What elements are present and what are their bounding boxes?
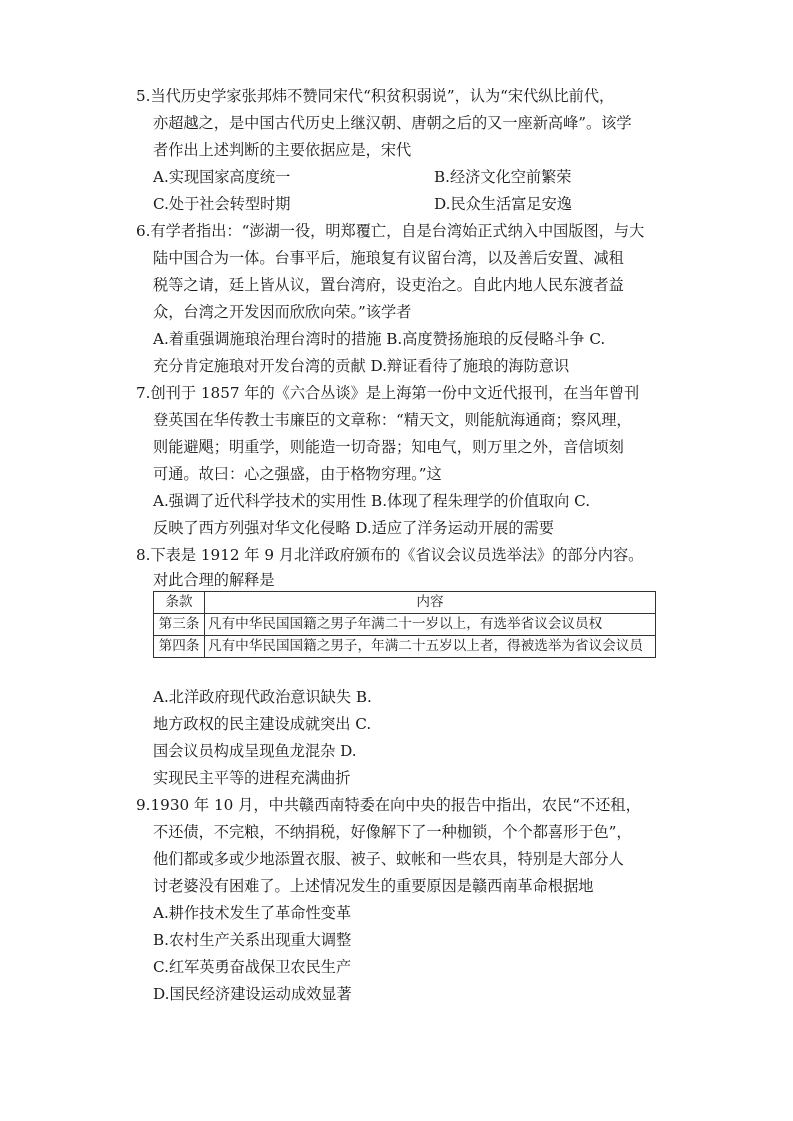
table-cell-clause: 第三条 (154, 614, 205, 636)
q9-option-d: D.国民经济建设运动成效显著 (153, 985, 352, 1003)
q8-option-line-4: 实现民主平等的进程充满曲折 (153, 769, 351, 787)
q7-stem-line-3: 则能避飓；明重学，则能造一切奇器；知电气，则万里之外，音信顷刻 (153, 438, 624, 456)
q9-option-b: B.农村生产关系出现重大调整 (153, 931, 352, 949)
election-law-table (153, 591, 656, 658)
q9-option-a: A.耕作技术发生了革命性变革 (153, 904, 352, 922)
table-cell-clause: 第四条 (154, 636, 205, 658)
table-header-content: 内容 (205, 592, 656, 614)
q9-stem-line-1: 9.1930 年 10 月，中共赣西南特委在向中央的报告中指出，农民“不还租， (136, 796, 641, 814)
table-header-row (154, 592, 656, 614)
q7-options-line-2: 反映了西方列强对华文化侵略 D.适应了洋务运动开展的需要 (153, 519, 554, 537)
q8-option-line-1: A.北洋政府现代政治意识缺失 B. (153, 688, 372, 706)
q8-option-line-2: 地方政权的民主建设成就突出 C. (153, 715, 372, 733)
q5-option-a: A.实现国家高度统一 (153, 168, 291, 186)
table-cell-content: 凡有中华民国国籍之男子，年满二十五岁以上者，得被选举为省议会议员 (205, 636, 656, 658)
table-header-clause: 条款 (154, 592, 205, 614)
q6-stem-line-2: 陆中国合为一体。台事平后，施琅复有议留台湾，以及善后安置、减租 (153, 249, 624, 267)
q6-stem-line-4: 众，台湾之开发因而欣欣向荣。”该学者 (153, 303, 412, 321)
q6-stem-line-1: 6.有学者指出：“澎湖一役，明郑覆亡，自是台湾始正式纳入中国版图，与大 (136, 222, 645, 240)
q8-stem-line-2: 对此合理的解释是 (153, 571, 275, 589)
q5-stem-line-3: 者作出上述判断的主要依据应是，宋代 (153, 141, 412, 159)
q7-stem-line-4: 可通。故曰：心之强盛，由于格物穷理。”这 (153, 465, 442, 483)
q8-option-line-3: 国会议员构成呈现鱼龙混杂 D. (153, 742, 357, 760)
q6-stem-line-3: 税等之请，廷上皆从议，置台湾府，设吏治之。自此内地人民东渡者益 (153, 276, 624, 294)
q5-option-b: B.经济文化空前繁荣 (434, 168, 572, 186)
q5-option-c: C.处于社会转型时期 (153, 195, 291, 213)
q7-options-line-1: A.强调了近代科学技术的实用性 B.体现了程朱理学的价值取向 C. (153, 492, 591, 510)
q8-stem-line-1: 8.下表是 1912 年 9 月北洋政府颁布的《省议会议员选举法》的部分内容。 (136, 546, 644, 564)
q7-stem-line-2: 登英国在华传教士韦廉臣的文章称：“精天文，则能航海通商；察风理， (153, 411, 632, 429)
q5-stem-line-2: 亦超越之，是中国古代历史上继汉朝、唐朝之后的又一座新高峰”。该学 (153, 114, 632, 132)
q9-stem-line-2: 不还债，不完粮，不纳捐税，好像解下了一种枷锁，个个都喜形于色”， (153, 823, 632, 841)
q7-stem-line-1: 7.创刊于 1857 年的《六合丛谈》是上海第一份中文近代报刊，在当年曾刊 (136, 384, 640, 402)
q6-options-line-2: 充分肯定施琅对开发台湾的贡献 D.辩证看待了施琅的海防意识 (153, 357, 570, 375)
q5-option-d: D.民众生活富足安逸 (434, 195, 572, 213)
q5-stem-line-1: 5.当代历史学家张邦炜不赞同宋代“积贫积弱说”，认为“宋代纵比前代， (136, 87, 615, 105)
table-row (154, 614, 656, 636)
table-cell-content: 凡有中华民国国籍之男子年满二十一岁以上，有选举省议会议员权 (205, 614, 656, 636)
table-row (154, 636, 656, 658)
q9-stem-line-4: 讨老婆没有困难了。上述情况发生的重要原因是赣西南革命根据地 (153, 877, 594, 895)
q9-stem-line-3: 他们都或多或少地添置衣服、被子、蚊帐和一些农具，特别是大部分人 (153, 850, 624, 868)
q9-option-c: C.红军英勇奋战保卫农民生产 (153, 958, 352, 976)
q6-options-line-1: A.着重强调施琅治理台湾时的措施 B.高度赞扬施琅的反侵略斗争 C. (153, 330, 606, 348)
